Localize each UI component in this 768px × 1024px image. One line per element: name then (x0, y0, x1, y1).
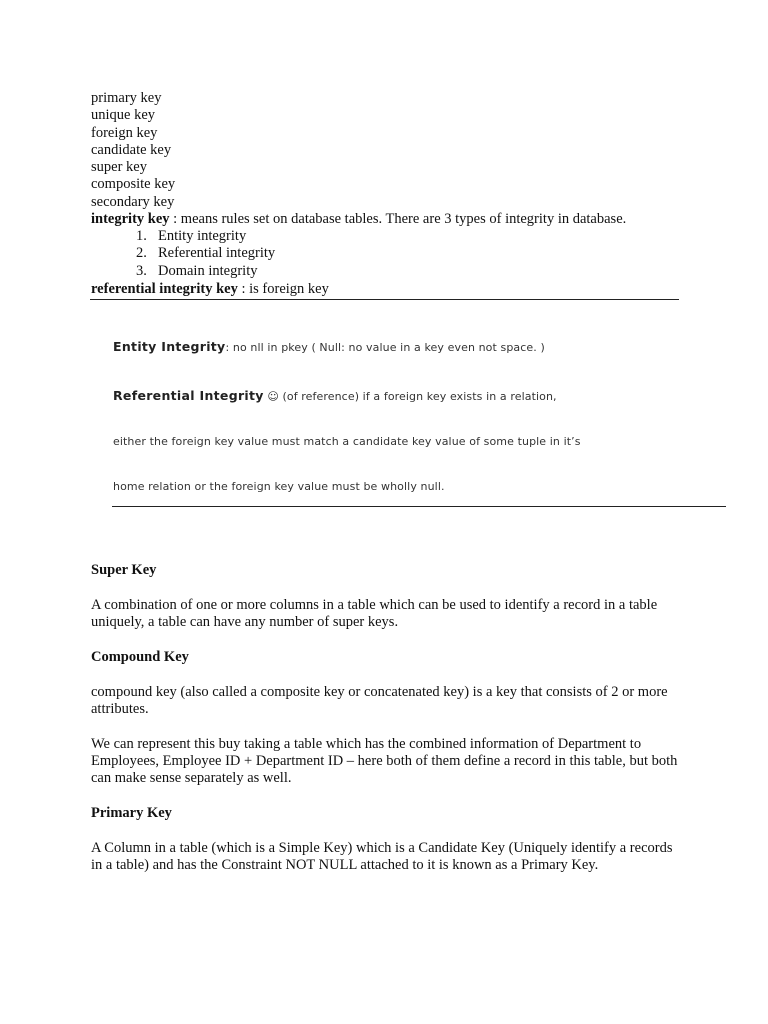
list-text: Entity integrity (158, 228, 247, 244)
integrity-key-term: integrity key (91, 211, 170, 227)
compound-key-body-2: We can represent this buy taking a table which has the combined information of Department to Employees, Employee ID + Department ID – here both of them define a record in this table, but both can make sense separately as well. (91, 736, 678, 786)
referential-integrity-term: Referential Integrity (113, 388, 264, 403)
referential-key-desc: : is foreign key (237, 281, 329, 297)
key-list-item: primary key (91, 90, 162, 106)
referential-integrity-text: ☺ (of reference) if a foreign key exists in a relation, (263, 390, 557, 403)
super-key-heading: Super Key (91, 562, 157, 578)
key-list-item: unique key (91, 107, 156, 123)
integrity-list-item (136, 263, 257, 280)
primary-key-heading: Primary Key (91, 805, 172, 821)
divider (112, 506, 726, 507)
entity-integrity-note (113, 339, 545, 354)
key-list-item: foreign key (91, 125, 158, 141)
list-number: 1. (136, 228, 147, 244)
super-key-body: A combination of one or more columns in a table which can be used to identify a record in a table uniquely, a table can have any number of super keys. (91, 597, 658, 630)
entity-integrity-text: : no nll in pkey ( Null: no value in a key even not space. ) (225, 341, 545, 354)
list-number: 3. (136, 263, 147, 279)
integrity-key-line (91, 211, 626, 228)
key-list-item: secondary key (91, 194, 175, 210)
list-number: 2. (136, 245, 147, 261)
key-list-item: composite key (91, 176, 176, 192)
integrity-list-item (136, 245, 275, 262)
compound-key-heading: Compound Key (91, 649, 189, 665)
referential-integrity-note (113, 388, 557, 403)
key-list-item: super key (91, 159, 147, 175)
integrity-list-item (136, 228, 246, 245)
entity-integrity-term: Entity Integrity (113, 339, 226, 354)
referential-integrity-line-3: home relation or the foreign key value must be wholly null. (113, 480, 445, 493)
list-text: Domain integrity (158, 263, 258, 279)
divider (90, 299, 679, 300)
key-list-item: candidate key (91, 142, 172, 158)
primary-key-body: A Column in a table (which is a Simple Key) which is a Candidate Key (Uniquely identify a records in a table) and has the Constraint NOT NULL attached to it is known as a Primary Key. (91, 840, 673, 873)
integrity-key-desc: : means rules set on database tables. There are 3 types of integrity in database. (169, 211, 627, 227)
referential-key-line (91, 281, 329, 298)
compound-key-body-1: compound key (also called a composite key or concatenated key) is a key that consists of 2 or more attributes. (91, 684, 668, 717)
referential-integrity-line-2: either the foreign key value must match a candidate key value of some tuple in it’s (113, 435, 581, 448)
referential-key-term: referential integrity key (91, 281, 238, 297)
list-text: Referential integrity (158, 245, 276, 261)
